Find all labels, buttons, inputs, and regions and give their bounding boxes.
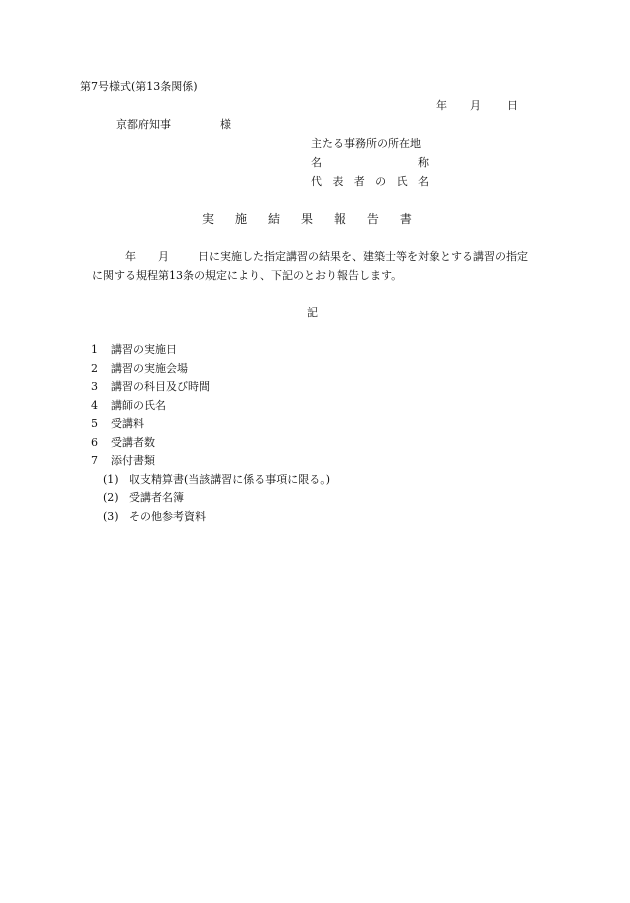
item-number: 2: [91, 362, 98, 375]
body-line1-text: 日に実施した指定講習の結果を、建築士等を対象とする講習の指定: [198, 250, 528, 263]
reporter-address-label: 主たる事務所の所在地: [311, 137, 421, 150]
addressee-honorific: 様: [220, 118, 231, 131]
date-line: [436, 99, 518, 112]
form-label: 第7号様式(第13条関係): [80, 80, 198, 93]
reporter-name-label: [311, 156, 429, 169]
rep-char: の: [375, 175, 387, 188]
sub-item-text: 受講者名簿: [129, 491, 184, 504]
reporter-name-char: 称: [418, 156, 429, 169]
item-text: 講習の実施日: [111, 343, 177, 356]
item-number: 5: [91, 417, 98, 430]
title-char: 結: [267, 212, 280, 226]
list-item: [91, 417, 144, 430]
sub-item-text: その他参考資料: [129, 510, 206, 523]
date-day: 日: [507, 99, 518, 112]
document-title: [202, 212, 412, 226]
reporter-representative-label: [311, 175, 429, 188]
title-char: 告: [366, 212, 379, 226]
item-number: 1: [91, 343, 98, 356]
title-char: 果: [300, 212, 313, 226]
addressee: [116, 118, 231, 131]
item-number: 3: [91, 380, 98, 393]
item-text: 受講者数: [111, 436, 155, 449]
ki-heading: 記: [307, 306, 318, 319]
addressee-name: 京都府知事: [116, 118, 171, 131]
rep-char: 氏: [396, 175, 408, 188]
list-item: [91, 343, 177, 356]
item-text: 講習の実施会場: [111, 362, 188, 375]
sub-list-item: [103, 491, 184, 504]
item-number: 7: [91, 454, 98, 467]
body-line-1: [125, 250, 528, 263]
title-char: 報: [333, 212, 346, 226]
title-char: 書: [399, 212, 412, 226]
rep-char: 者: [353, 175, 365, 188]
sub-list-item: [103, 510, 206, 523]
list-item: [91, 436, 155, 449]
reporter-name-char: 名: [311, 156, 322, 169]
list-item: [91, 399, 166, 412]
sub-item-text: 収支精算書(当該講習に係る事項に限る。): [129, 473, 331, 486]
item-number: 6: [91, 436, 98, 449]
list-item: [91, 454, 155, 467]
item-text: 講師の氏名: [111, 399, 166, 412]
title-char: 施: [234, 212, 247, 226]
date-year: 年: [436, 99, 447, 112]
sub-list-item: [103, 473, 330, 486]
list-item: [91, 362, 188, 375]
item-text: 添付書類: [111, 454, 155, 467]
list-item: [91, 380, 210, 393]
item-text: 受講料: [111, 417, 144, 430]
sub-item-number: (1): [103, 473, 119, 486]
body-year: 年: [125, 250, 136, 263]
rep-char: 名: [417, 175, 429, 188]
body-line-2: に関する規程第13条の規定により、下記のとおり報告します。: [92, 269, 403, 282]
item-text: 講習の科目及び時間: [111, 380, 210, 393]
body-month: 月: [158, 250, 169, 263]
title-char: 実: [202, 212, 215, 226]
rep-char: 代: [311, 175, 322, 188]
sub-item-number: (2): [103, 491, 119, 504]
rep-char: 表: [332, 175, 344, 188]
date-month: 月: [470, 99, 481, 112]
sub-item-number: (3): [103, 510, 119, 523]
item-number: 4: [91, 399, 98, 412]
